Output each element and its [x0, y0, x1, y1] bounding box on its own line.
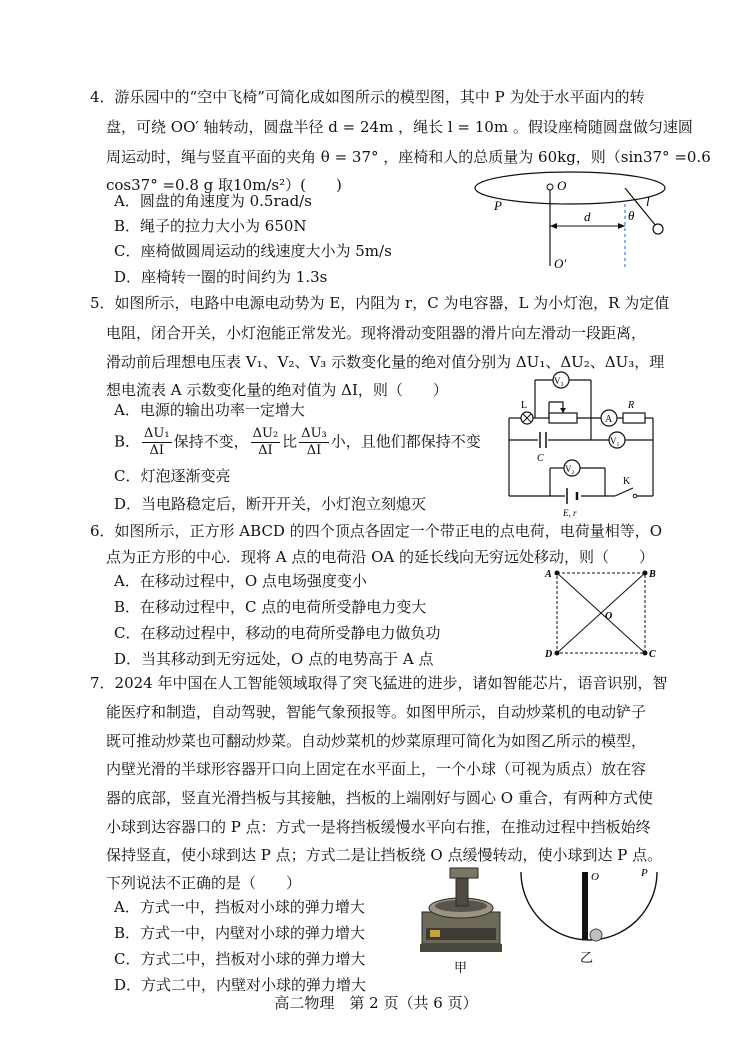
- switch-blade: [615, 488, 633, 496]
- frac-num: ΔU₃: [301, 426, 327, 441]
- fig-label-theta: θ: [628, 208, 635, 223]
- q6-square-figure: [545, 565, 660, 665]
- option-b-text-1: 保持不变，: [173, 432, 249, 451]
- page-footer: 高二物理 第 2 页（共 6 页）: [274, 994, 478, 1012]
- rheostat-slider-arrow: [560, 408, 566, 413]
- fig-label-o-prime: O′: [554, 256, 567, 271]
- disc-ellipse: [475, 172, 665, 204]
- q4-option-c: C．座椅做圆周运动的线速度大小为 5m/s: [114, 242, 392, 260]
- label-a: A: [545, 569, 552, 580]
- frac-den: ΔI: [149, 443, 165, 458]
- seat-ball: [653, 224, 663, 234]
- fig-label-jia: 甲: [454, 960, 468, 975]
- label-p: P: [641, 867, 648, 879]
- frac-num: ΔU₁: [144, 426, 170, 441]
- resistor-r: [623, 413, 645, 423]
- option-b-text-3: 小，且他们都保持不变: [330, 432, 481, 451]
- option-b-text-2: 比: [282, 432, 298, 451]
- d-arrowhead-left: [550, 223, 557, 229]
- q5-line-2: 电阻，闭合开关，小灯泡能正常发光。现将滑动变阻器的滑片向左滑动一段距离，: [106, 324, 647, 342]
- fig-label-p: P: [494, 198, 502, 213]
- q7-line-8: 下列说法不正确的是（ ）: [106, 874, 302, 892]
- q4-option-b: B．绳子的拉力大小为 650N: [114, 217, 307, 235]
- charge-a: [555, 571, 560, 576]
- rheostat: [549, 413, 577, 423]
- q7-option-b: B．方式一中，内壁对小球的弹力增大: [114, 924, 366, 942]
- q6-option-a: A．在移动过程中，O 点电场强度变小: [114, 572, 367, 590]
- q5-option-c: C．灯泡逐渐变亮: [114, 467, 231, 485]
- q7-line-7: 保持竖直，使小球到达 P 点；方式二是让挡板绕 O 点缓慢转动，使小球到达 P 点。: [106, 846, 663, 864]
- label-a: A: [605, 414, 613, 425]
- q4-line-4: cos37° =0.8 g 取10m/s²）( ): [106, 176, 342, 194]
- q7-option-c: C．方式二中，挡板对小球的弹力增大: [114, 950, 366, 968]
- label-c: C: [649, 649, 656, 660]
- machine-base: [420, 944, 502, 952]
- q7-figure-jia: [416, 866, 506, 976]
- fig-label-yi: 乙: [580, 950, 594, 965]
- label-v3: V₃: [554, 376, 564, 386]
- frac-den: ΔI: [306, 443, 322, 458]
- charge-c: [643, 651, 648, 656]
- label-r: R: [628, 400, 635, 411]
- q4-line-1: 4．游乐园中的“空中飞椅”可简化成如图所示的模型图，其中 P 为处于水平面内的转: [90, 88, 645, 106]
- fraction-du1-di: [142, 426, 172, 459]
- q7-line-4: 内壁光滑的半球形容器开口向上固定在水平面上，一个小球（可视为质点）放在容: [106, 760, 647, 778]
- label-v1: V₁: [610, 436, 620, 446]
- label-b: B: [649, 569, 656, 580]
- d-arrowhead-right: [618, 223, 625, 229]
- charge-b: [643, 571, 648, 576]
- hemisphere-container: [521, 872, 657, 940]
- q7-line-2: 能医疗和制造，自动驾驶，智能气象预报等。如图甲所示，自动炒菜机的电动铲子: [106, 703, 647, 721]
- q5-option-a: A．电源的输出功率一定增大: [114, 401, 305, 419]
- axis-point-o: [547, 184, 553, 190]
- q7-line-1: 7．2024 年中国在人工智能领域取得了突飞猛进的进步，诸如智能芯片，语音识别，智: [90, 674, 668, 692]
- option-b-prefix: B．: [114, 432, 141, 451]
- q4-option-d: D．座椅转一圈的时间约为 1.3s: [114, 268, 328, 286]
- q7-line-3: 既可推动炒菜也可翻动炒菜。自动炒菜机的炒菜原理可简化为如图乙所示的模型，: [106, 732, 647, 750]
- label-l: L: [521, 400, 528, 411]
- label-d: D: [545, 649, 553, 660]
- frac-num: ΔU₂: [252, 426, 279, 441]
- label-v2: V₂: [565, 464, 575, 474]
- q4-option-a: A．圆盘的角速度为 0.5rad/s: [114, 192, 312, 210]
- q5-line-1: 5．如图所示，电路中电源电动势为 E，内阻为 r，C 为电容器，L 为小灯泡，R 为定值: [90, 294, 670, 312]
- frac-den: ΔI: [258, 443, 273, 458]
- q6-option-c: C．在移动过程中，移动的电荷所受静电力做负功: [114, 624, 441, 642]
- q5-option-d: D．当电路稳定后，断开开关，小灯泡立刻熄灭: [114, 495, 427, 513]
- arm-head: [450, 868, 478, 878]
- q7-line-5: 器的底部，竖直光滑挡板与其接触，挡板的上端刚好与圆心 O 重合，有两种方式使: [106, 789, 653, 807]
- q4-figure: [470, 170, 690, 280]
- fig-label-d: d: [584, 209, 591, 224]
- q6-option-d: D．当其移动到无穷远处，O 点的电势高于 A 点: [114, 650, 434, 668]
- label-c: C: [537, 453, 544, 464]
- q6-option-b: B．在移动过程中，C 点的电荷所受静电力变大: [114, 598, 427, 616]
- q7-option-a: A．方式一中，挡板对小球的弹力增大: [114, 898, 365, 916]
- fig-label-o: O: [557, 178, 567, 193]
- q6-line-2: 点为正方形的中心．现将 A 点的电荷沿 OA 的延长线向无穷远处移动，则（ ）: [106, 548, 655, 566]
- fig-label-l: l: [646, 194, 650, 209]
- q5-circuit-figure: [505, 368, 655, 516]
- q7-option-d: D．方式二中，内壁对小球的弹力增大: [114, 976, 367, 994]
- charge-d: [555, 651, 560, 656]
- q7-figure-yi: [515, 866, 665, 976]
- q4-line-2: 盘，可绕 OO′ 轴转动，圆盘半径 d = 24m ，绳长 l = 10m 。假设座椅随圆盘做匀速圆: [106, 118, 693, 136]
- label-o: O: [591, 871, 599, 883]
- fraction-du2-di: [251, 426, 281, 459]
- label-o: O: [605, 611, 613, 622]
- q4-line-3: 周运动时，绳与竖直平面的夹角 θ = 37° ，座椅和人的总质量为 60kg，则（sin37° =0.6: [106, 148, 711, 166]
- baffle-plate: [582, 872, 588, 940]
- small-ball: [590, 929, 602, 941]
- q5-line-4: 想电流表 A 示数变化量的绝对值为 ΔI，则（ ）: [106, 381, 448, 399]
- q6-line-1: 6．如图所示，正方形 ABCD 的四个顶点各固定一个带正电的点电荷，电荷量相等，O: [90, 522, 663, 540]
- label-e-r: E, r: [563, 508, 577, 518]
- fraction-du3-di: [299, 426, 329, 459]
- q7-line-6: 小球到达容器口的 P 点：方式一是将挡板缓慢水平向右推，在推动过程中挡板始终: [106, 818, 651, 836]
- label-k: K: [623, 476, 631, 487]
- machine-screen: [430, 930, 440, 937]
- rheostat-slider: [549, 402, 563, 413]
- q5-line-3: 滑动前后理想电压表 V₁、V₂、V₃ 示数变化量的绝对值分别为 ΔU₁、ΔU₂、ΔU₃，理: [106, 353, 665, 371]
- q5-option-b: [114, 426, 481, 459]
- switch-contact: [633, 494, 637, 498]
